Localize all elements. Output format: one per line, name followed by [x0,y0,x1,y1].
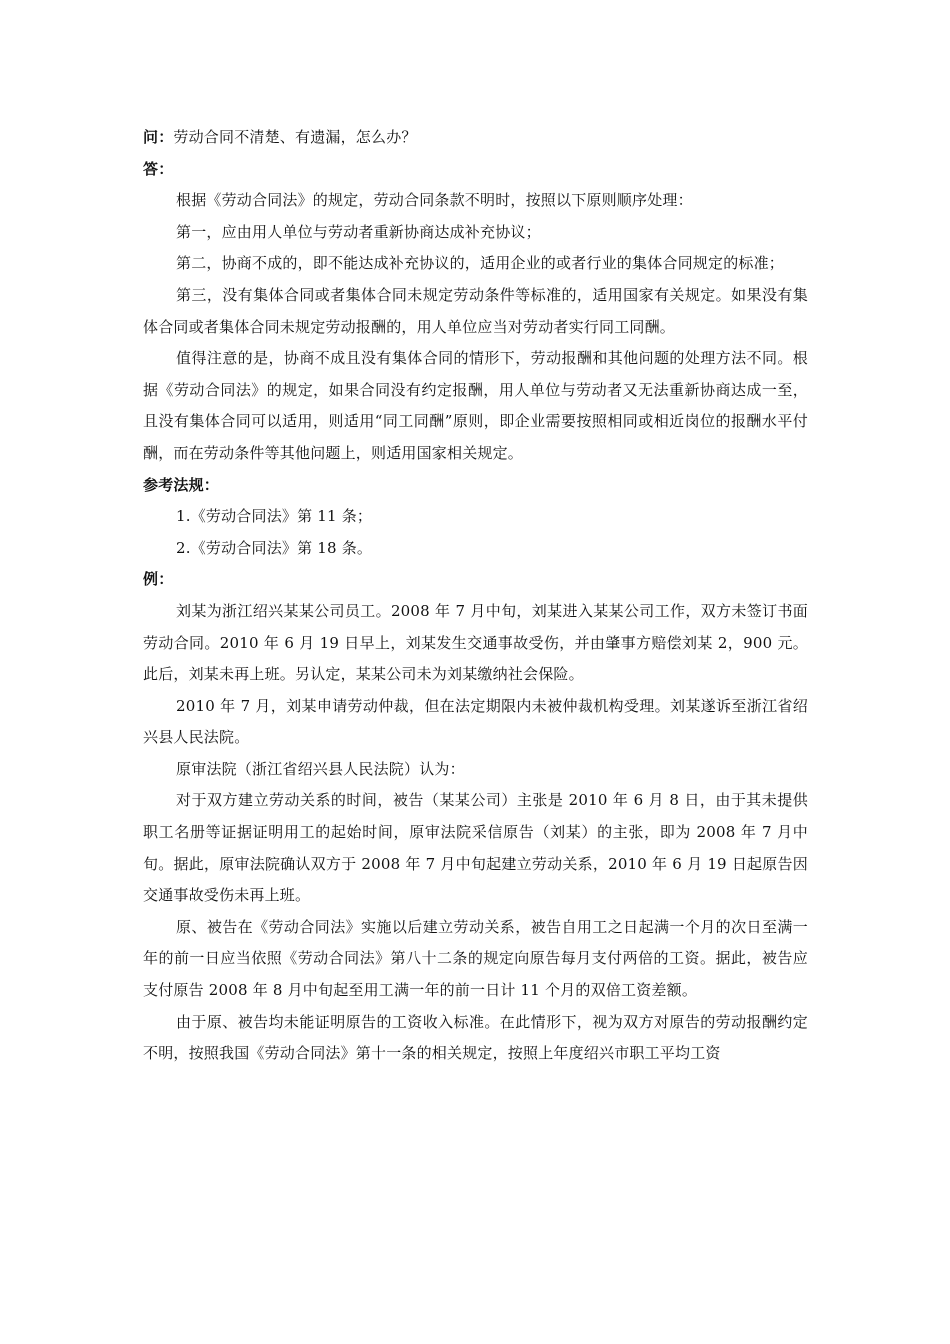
reference-item: 1.《劳动合同法》第 11 条； [176,507,373,526]
example-paragraph: 刘某为浙江绍兴某某公司员工。2008 年 7 月中旬，刘某进入某某公司工作，双方未签订书面劳动合同。2010 年 6 月 19 日早上，刘某发生交通事故受伤，并由肇事方赔偿刘某 2，900 元。此后，刘某未再上班。另认定，某某公司未为刘某缴纳社会保险。 [143,601,808,684]
references-line [143,470,808,502]
question-label: 问： [143,128,174,146]
example-paragraph: 2010 年 7 月，刘某申请劳动仲裁，但在法定期限内未被仲裁机构受理。刘某遂诉至浙江省绍兴县人民法院。 [143,696,808,747]
document-body [143,122,808,1070]
answer-line [143,154,808,186]
example-paragraph: 原、被告在《劳动合同法》实施以后建立劳动关系，被告自用工之日起满一个月的次日至满一年的前一日应当依照《劳动合同法》第八十二条的规定向原告每月支付两倍的工资。据此，被告应支付原告 2008 年 8 月中旬起至用工满一年的前一日计 11 个月的双倍工资差额。 [143,917,808,1000]
references-label: 参考法规： [143,475,220,494]
example-line [143,564,808,596]
example-paragraph: 由于原、被告均未能证明原告的工资收入标准。在此情形下，视为双方对原告的劳动报酬约定不明，按照我国《劳动合同法》第十一条的相关规定，按照上年度绍兴市职工平均工资 [143,1012,808,1063]
answer-label: 答： [143,159,174,178]
answer-paragraph: 第二，协商不成的，即不能达成补充协议的，适用企业的或者行业的集体合同规定的标准； [176,254,785,273]
example-label: 例： [143,570,174,589]
reference-item: 2.《劳动合同法》第 18 条。 [176,538,373,557]
answer-paragraph: 根据《劳动合同法》的规定，劳动合同条款不明时，按照以下原则顺序处理： [176,191,693,210]
example-paragraph: 原审法院（浙江省绍兴县人民法院）认为： [176,759,465,778]
question-line [143,122,808,154]
answer-paragraph: 第一，应由用人单位与劳动者重新协商达成补充协议； [176,222,541,241]
answer-paragraph: 第三，没有集体合同或者集体合同未规定劳动条件等标准的，适用国家有关规定。如果没有集体合同或者集体合同未规定劳动报酬的，用人单位应当对劳动者实行同工同酬。 [143,285,808,336]
example-paragraph: 对于双方建立劳动关系的时间，被告（某某公司）主张是 2010 年 6 月 8 日，由于其未提供职工名册等证据证明用工的起始时间，原审法院采信原告（刘某）的主张，即为 2008 年 7 月中旬。据此，原审法院确认双方于 2008 年 7 月中旬起建立劳动关系，2010 年 6 月 19 日起原告因交通事故受伤未再上班。 [143,791,808,905]
question-text: 劳动合同不清楚、有遗漏，怎么办？ [173,128,417,146]
answer-paragraph: 值得注意的是，协商不成且没有集体合同的情形下，劳动报酬和其他问题的处理方法不同。根据《劳动合同法》的规定，如果合同没有约定报酬，用人单位与劳动者又无法重新协商达成一至，且没有集体合同可以适用，则适用“同工同酬”原则，即企业需要按照相同或相近岗位的报酬水平付酬，而在劳动条件等其他问题上，则适用国家相关规定。 [143,349,808,462]
